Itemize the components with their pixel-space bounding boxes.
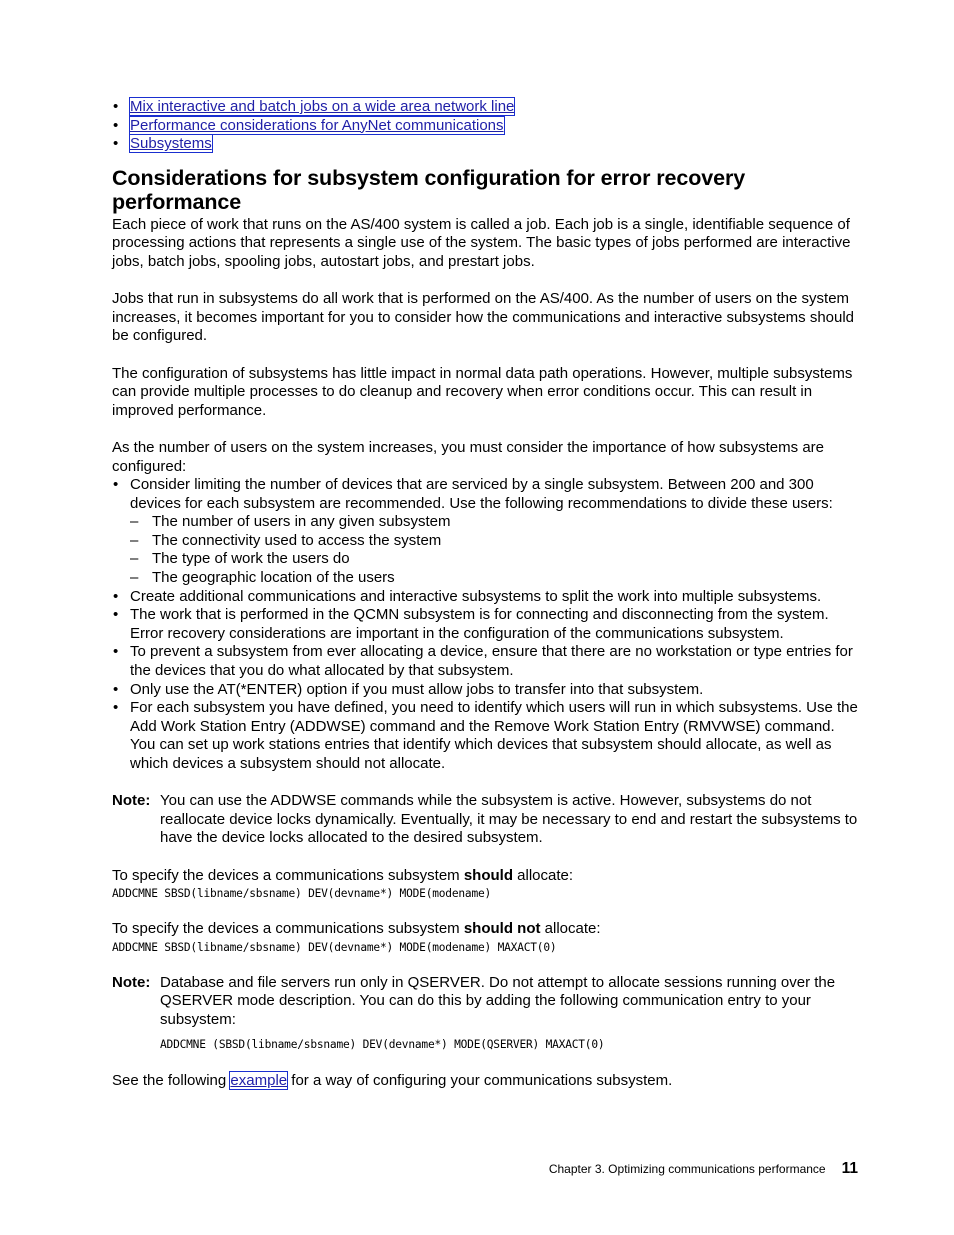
list-item: • The work that is performed in the QCMN subsystem is for connecting and disconnecting from the system. Error recovery considerations are important in the configuration of the communications subsystem. <box>112 606 860 643</box>
closing-text: See the following <box>112 1072 231 1090</box>
list-item <box>112 135 860 154</box>
recommendations-sublist <box>130 513 860 587</box>
list-item: • To prevent a subsystem from ever allocating a device, ensure that there are no workstation or type entries for the devices that you do what allocated by that subsystem. <box>112 643 860 680</box>
closing-paragraph <box>112 1072 860 1091</box>
note-text: Database and file servers run only in QSERVER. Do not attempt to allocate sessions running over the QSERVER mode description. You can do this by adding the following communication entry to your subsystem: <box>160 973 836 1028</box>
paragraph-subsystems: Jobs that run in subsystems do all work that is performed on the AS/400. As the number of users on the system increases, it becomes important for you to consider how the communications and interactive subsystems should be configured. <box>112 290 855 345</box>
code-qserver: ADDCMNE (SBSD(libname/sbsname) DEV(devname*) MODE(QSERVER) MAXACT(0) <box>160 1037 605 1051</box>
list-item: • Create additional communications and interactive subsystems to split the work into multiple subsystems. <box>112 588 860 607</box>
note-text: You can use the ADDWSE commands while the subsystem is active. However, subsystems do not reallocate device locks dynamically. Eventually, it may be necessary to end and restart the subsystems to have the device locks allocated to the desired subsystem. <box>160 792 858 847</box>
list-item <box>112 476 860 588</box>
related-links-list <box>112 98 860 154</box>
list-item <box>112 117 860 136</box>
page-body <box>112 98 860 1109</box>
bullet-text: Consider limiting the number of devices that are serviced by a single subsystem. Between 200 and 300 devices for each subsystem are recommended. Use the following recommendations to divide these users: <box>130 476 833 512</box>
paragraph-importance: As the number of users on the system increases, you must consider the importance of how subsystems are configured: <box>112 438 824 475</box>
link-anynet-performance[interactable]: Performance considerations for AnyNet communications <box>130 116 504 134</box>
footer-chapter: Chapter 3. Optimizing communications performance <box>548 1162 826 1176</box>
section-heading: Considerations for subsystem configuration for error recovery performance <box>112 165 746 214</box>
link-example[interactable]: example <box>230 1072 288 1090</box>
emphasis-should-not: should not <box>463 920 541 938</box>
note-addwse <box>112 792 860 848</box>
sublist-item: – The number of users in any given subsystem <box>130 513 860 532</box>
page-footer <box>112 1160 858 1179</box>
code-should-allocate: ADDCMNE SBSD(libname/sbsname) DEV(devname*) MODE(modename) <box>112 887 492 901</box>
sublist-item: – The geographic location of the users <box>130 569 860 588</box>
code-should-not-allocate: ADDCMNE SBSD(libname/sbsname) DEV(devname*) MODE(modename) MAXACT(0) <box>112 940 557 954</box>
link-mix-interactive-batch[interactable]: Mix interactive and batch jobs on a wide area network line <box>130 98 515 115</box>
note-qserver <box>112 974 860 1054</box>
sublist-item: – The connectivity used to access the system <box>130 532 860 551</box>
page-number: 11 <box>841 1160 858 1177</box>
emphasis-should: should <box>463 866 513 884</box>
list-item: • For each subsystem you have defined, you need to identify which users will run in which subsystems. Use the Add Work Station Entry (ADDWSE) command and the Remove Work Station Entry (RMVWSE) command. You can set up work stations entries that identify which devices that subsystem should allocate, as well as which devices a subsystem should not allocate. <box>112 699 860 773</box>
sublist-item: – The type of work the users do <box>130 550 860 569</box>
closing-text-end: for a way of configuring your communications subsystem. <box>287 1072 673 1090</box>
considerations-list <box>112 476 860 774</box>
paragraph-configuration: The configuration of subsystems has little impact in normal data path operations. However, multiple subsystems can provide multiple processes to do cleanup and recovery when error conditions occur. This can result in improved performance. <box>112 364 853 419</box>
intro-text: To specify the devices a communications subsystem <box>112 920 464 938</box>
list-item <box>112 98 860 117</box>
link-subsystems[interactable]: Subsystems <box>130 135 212 153</box>
should-not-allocate-intro <box>112 920 860 939</box>
intro-text-end: allocate: <box>540 920 601 938</box>
intro-text-end: allocate: <box>513 866 574 884</box>
list-item: • Only use the AT(*ENTER) option if you must allow jobs to transfer into that subsystem. <box>112 681 860 700</box>
paragraph-jobs: Each piece of work that runs on the AS/400 system is called a job. Each job is a single, identifiable sequence of processing actions that represents a single use of the system. The basic types of jobs performed are interactive jobs, batch jobs, spooling jobs, autostart jobs, and prestart jobs. <box>112 215 851 270</box>
note-label: Note: <box>112 973 151 991</box>
should-allocate-intro <box>112 867 860 886</box>
note-label: Note: <box>112 792 151 810</box>
intro-text: To specify the devices a communications subsystem <box>112 866 464 884</box>
